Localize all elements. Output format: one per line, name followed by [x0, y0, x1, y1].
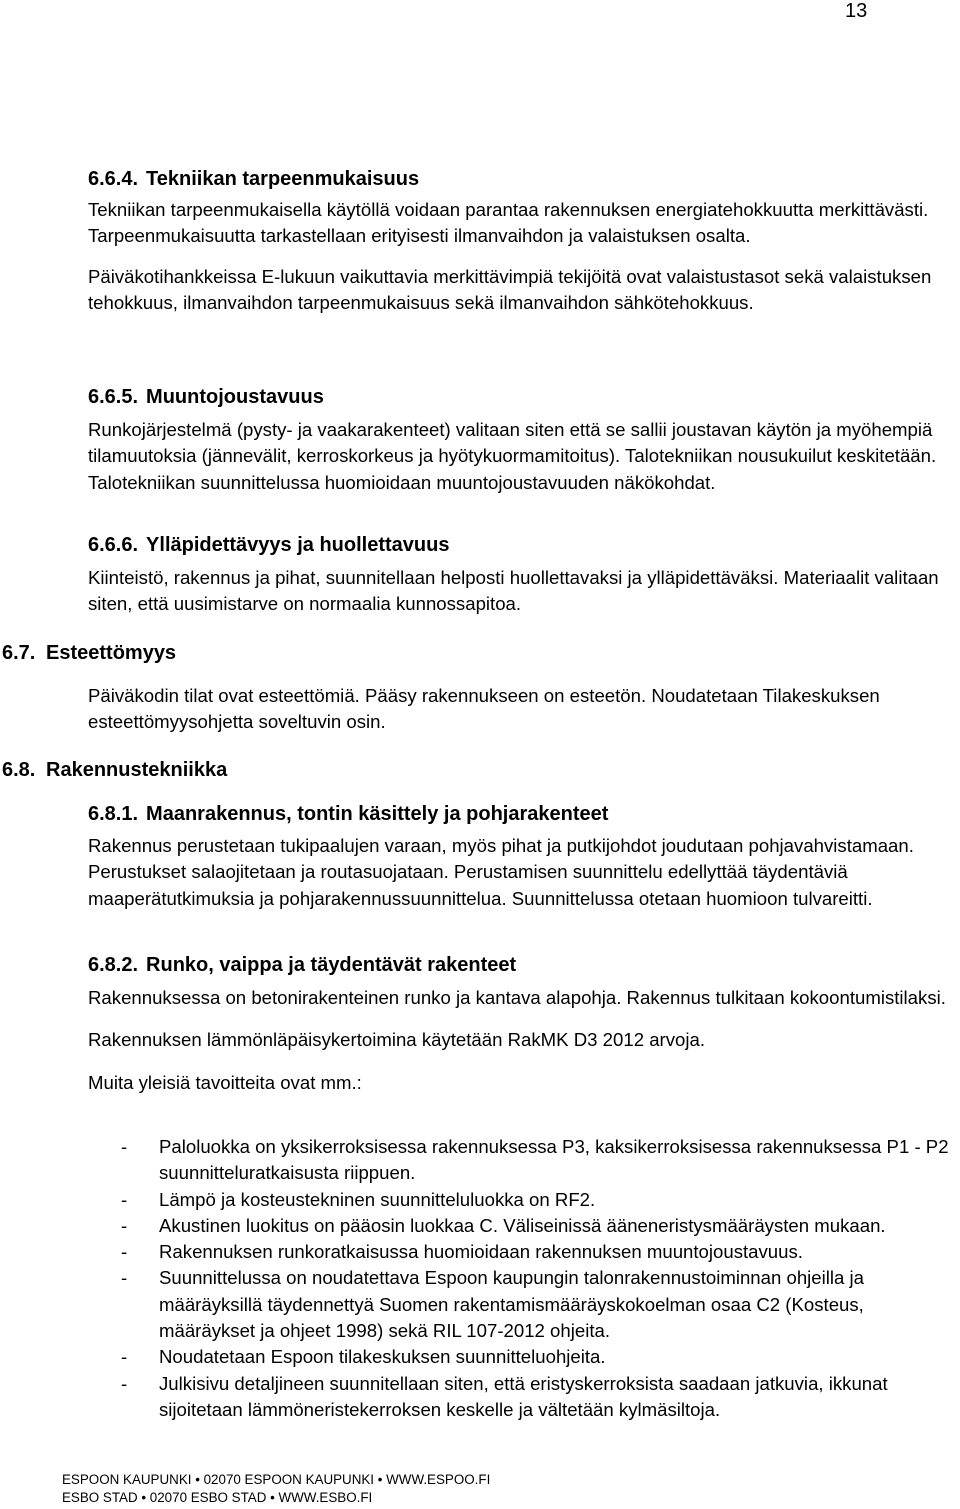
section-heading — [88, 801, 948, 827]
section-6-8-1 — [88, 801, 948, 912]
section-heading — [88, 952, 948, 978]
section-number: 6.8. — [2, 759, 36, 781]
paragraph: Kiinteistö, rakennus ja pihat, suunnitellaan helposti huollettavaksi ja ylläpidettäväksi. Materiaalit valitaan siten, että uusimistarve on normaalia kunnossapitoa. — [88, 567, 939, 615]
section-heading — [88, 532, 958, 558]
section-title: Runko, vaippa ja täydentävät rakenteet — [146, 954, 517, 976]
list-item: - Suunnittelussa on noudatettava Espoon kaupungin talonrakennustoiminnan ohjeilla ja määräyksillä täydennettyä Suomen rakentamismääräyskokoelman osaa C2 (Kosteus, määräykset ja ohjeet 1998) sekä RIL 107-2012 ohjeita. — [87, 1265, 960, 1344]
section-heading-6-8 — [2, 757, 227, 783]
paragraph: Rakennuksessa on betonirakenteinen runko ja kantava alapohja. Rakennus tulkitaan kokoontumistilaksi. — [88, 987, 946, 1008]
paragraph: Rakennuksen lämmönläpäisykertoimina käytetään RakMK D3 2012 arvoja. — [88, 1029, 706, 1051]
section-title: Rakennustekniikka — [46, 759, 228, 781]
paragraph: Runkojärjestelmä (pysty- ja vaakarakenteet) valitaan siten että se sallii joustavan käytön ja myöhempiä tilamuutoksia (jännevälit, kerroskorkeus ja hyötykuormamitoitus). Talotekniikan nousukuilut keskitetään. Talotekniikan suunnittelussa huomioidaan muuntojoustavuuden näkökohdat. — [88, 419, 937, 493]
section-title: Maanrakennus, tontin käsittely ja pohjarakenteet — [146, 803, 609, 825]
section-heading — [88, 384, 958, 410]
section-title: Tekniikan tarpeenmukaisuus — [146, 168, 420, 190]
section-number: 6.7. — [2, 642, 36, 664]
footer-line: ESPOON KAUPUNKI • 02070 ESPOON KAUPUNKI • WWW.ESPOO.FI — [62, 1472, 491, 1487]
section-number: 6.8.2. — [88, 954, 139, 976]
section-number: 6.6.6. — [88, 534, 139, 556]
section-number: 6.6.4. — [88, 168, 139, 190]
section-title: Esteettömyys — [46, 642, 177, 664]
section-6-6-4 — [88, 166, 958, 316]
footer-line: ESBO STAD • 02070 ESBO STAD • WWW.ESBO.FI — [62, 1490, 373, 1505]
list-item: - Noudatetaan Espoon tilakeskuksen suunnitteluohjeita. — [87, 1344, 960, 1370]
section-number: 6.6.5. — [88, 386, 139, 408]
list-item: - Lämpö ja kosteustekninen suunnitteluluokka on RF2. — [87, 1187, 960, 1213]
paragraph: Muita yleisiä tavoitteita ovat mm.: — [88, 1071, 362, 1093]
section-6-8-2 — [88, 952, 948, 1096]
section-heading-6-7 — [2, 640, 176, 666]
list-item: - Paloluokka on yksikerroksisessa rakennuksessa P3, kaksikerroksisessa rakennuksessa P1 - P2 suunnitteluratkaisusta riippuen. — [87, 1134, 960, 1187]
page-number: 13 — [845, 0, 868, 22]
section-6-6-5 — [88, 384, 958, 496]
list-item: - Rakennuksen runkoratkaisussa huomioidaan rakennuksen muuntojoustavuus. — [87, 1239, 960, 1265]
paragraph: Tekniikan tarpeenmukaisella käytöllä voidaan parantaa rakennuksen energiatehokkuutta merkittävästi. Tarpeenmukaisuutta tarkastellaan erityisesti ilmanvaihdon ja valaistuksen osalta. — [88, 199, 929, 247]
paragraph: Päiväkotihankkeissa E-lukuun vaikuttavia merkittävimpiä tekijöitä ovat valaistustasot sekä valaistuksen tehokkuus, ilmanvaihdon tarpeenmukaisuus sekä ilmanvaihdon sähkötehokkuus. — [88, 265, 932, 313]
section-title: Muuntojoustavuus — [146, 386, 324, 408]
paragraph: Päiväkodin tilat ovat esteettömiä. Pääsy rakennukseen on esteetön. Noudatetaan Tilakeskuksen esteettömyysohjetta soveltuvin osin. — [88, 685, 880, 733]
requirements-list — [88, 1134, 960, 1423]
paragraph: Rakennus perustetaan tukipaalujen varaan, myös pihat ja putkijohdot joudutaan pohjavahvistamaan. Perustukset salaojitetaan ja routasuojataan. Perustamisen suunnittelu edellyttää täydentäviä maaperätutkimuksia ja pohjarakennussuunnittelua. Suunnittelussa otetaan huomioon tulvareitti. — [88, 835, 914, 909]
section-number: 6.8.1. — [88, 803, 139, 825]
section-6-6-6 — [88, 532, 958, 618]
page-footer — [62, 1471, 490, 1507]
section-6-7-body — [88, 683, 888, 736]
section-heading — [88, 166, 958, 192]
section-title: Ylläpidettävyys ja huollettavuus — [146, 534, 450, 556]
list-item: - Akustinen luokitus on pääosin luokkaa C. Väliseinissä ääneneristysmääräysten mukaan. — [87, 1213, 960, 1239]
list-item: - Julkisivu detaljineen suunnitellaan siten, että eristyskerroksista saadaan jatkuvia, ikkunat sijoitetaan lämmöneristekerroksen keskelle ja vältetään kylmäsiltoja. — [87, 1371, 960, 1424]
